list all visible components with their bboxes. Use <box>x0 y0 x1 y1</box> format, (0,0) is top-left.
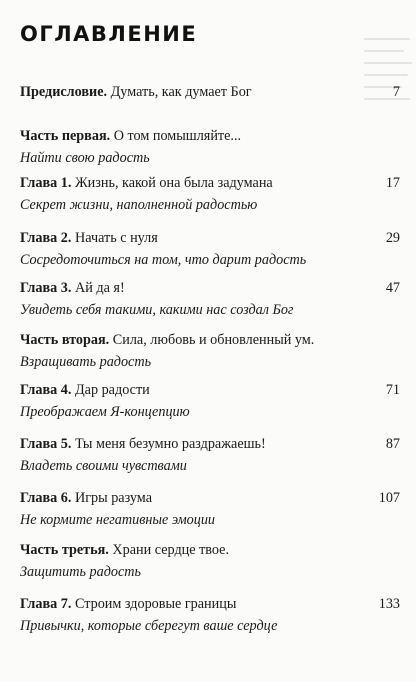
entry-title: Жизнь, какой она была задумана <box>74 175 273 191</box>
entry-subtitle: Не кормите негативные эмоции <box>20 512 216 528</box>
page-title: ОГЛАВЛЕНИЕ <box>20 22 198 46</box>
entry-subtitle: Сосредоточиться на том, что дарит радость <box>20 252 307 268</box>
entry-label: Часть третья. <box>20 542 109 558</box>
entry-page-number: 29 <box>385 230 400 246</box>
toc-entry <box>20 541 400 581</box>
entry-subtitle: Владеть своими чувствами <box>20 458 187 474</box>
entry-title: Начать с нуля <box>74 230 158 246</box>
toc-entry <box>20 489 400 529</box>
entry-title: Сила, любовь и обновленный ум. <box>112 332 315 348</box>
entry-label: Глава 3. <box>20 280 72 296</box>
entry-title: Храни сердце твое. <box>112 542 230 558</box>
entry-title: Игры разума <box>74 490 152 506</box>
entry-label: Глава 5. <box>20 436 72 452</box>
entry-title: Дар радости <box>74 382 150 398</box>
entry-subtitle: Защитить радость <box>20 564 141 580</box>
bleed-through-texture <box>364 28 416 118</box>
entry-subtitle: Найти свою радость <box>20 150 150 166</box>
entry-subtitle: Увидеть себя такими, какими нас создал Бог <box>20 302 294 318</box>
toc-entry <box>20 127 400 167</box>
entry-page-number: 47 <box>385 280 400 296</box>
entry-title: Строим здоровые границы <box>74 596 237 612</box>
entry-subtitle: Привычки, которые сберегут ваше сердце <box>20 618 278 634</box>
entry-label: Глава 1. <box>20 175 72 191</box>
toc-entry <box>20 174 400 214</box>
entry-title: Думать, как думает Бог <box>110 84 252 100</box>
toc-entry <box>20 435 400 475</box>
entry-page-number: 87 <box>385 436 400 452</box>
entry-page-number: 17 <box>385 175 400 191</box>
entry-page-number: 133 <box>378 596 400 612</box>
entry-title: О том помышляйте... <box>113 128 242 144</box>
entry-page-number: 7 <box>392 84 400 100</box>
entry-label: Глава 2. <box>20 230 72 246</box>
entry-label: Предисловие. <box>20 84 108 100</box>
entry-label: Глава 6. <box>20 490 72 506</box>
entry-subtitle: Секрет жизни, наполненной радостью <box>20 197 258 213</box>
entry-subtitle: Взращивать радость <box>20 354 152 370</box>
entry-label: Глава 7. <box>20 596 72 612</box>
entry-label: Глава 4. <box>20 382 72 398</box>
toc-entry <box>20 331 400 371</box>
entry-label: Часть вторая. <box>20 332 110 348</box>
entry-page-number: 71 <box>385 382 400 398</box>
toc-entry <box>20 229 400 269</box>
entry-title: Ты меня безумно раздражаешь! <box>74 436 266 452</box>
toc-entry <box>20 279 400 319</box>
entry-title: Ай да я! <box>74 280 125 296</box>
entry-page-number: 107 <box>378 490 400 506</box>
entry-label: Часть первая. <box>20 128 111 144</box>
entry-subtitle: Преображаем Я-концепцию <box>20 404 190 420</box>
toc-entry <box>20 381 400 421</box>
toc-entry <box>20 83 400 101</box>
toc-entry <box>20 595 400 635</box>
